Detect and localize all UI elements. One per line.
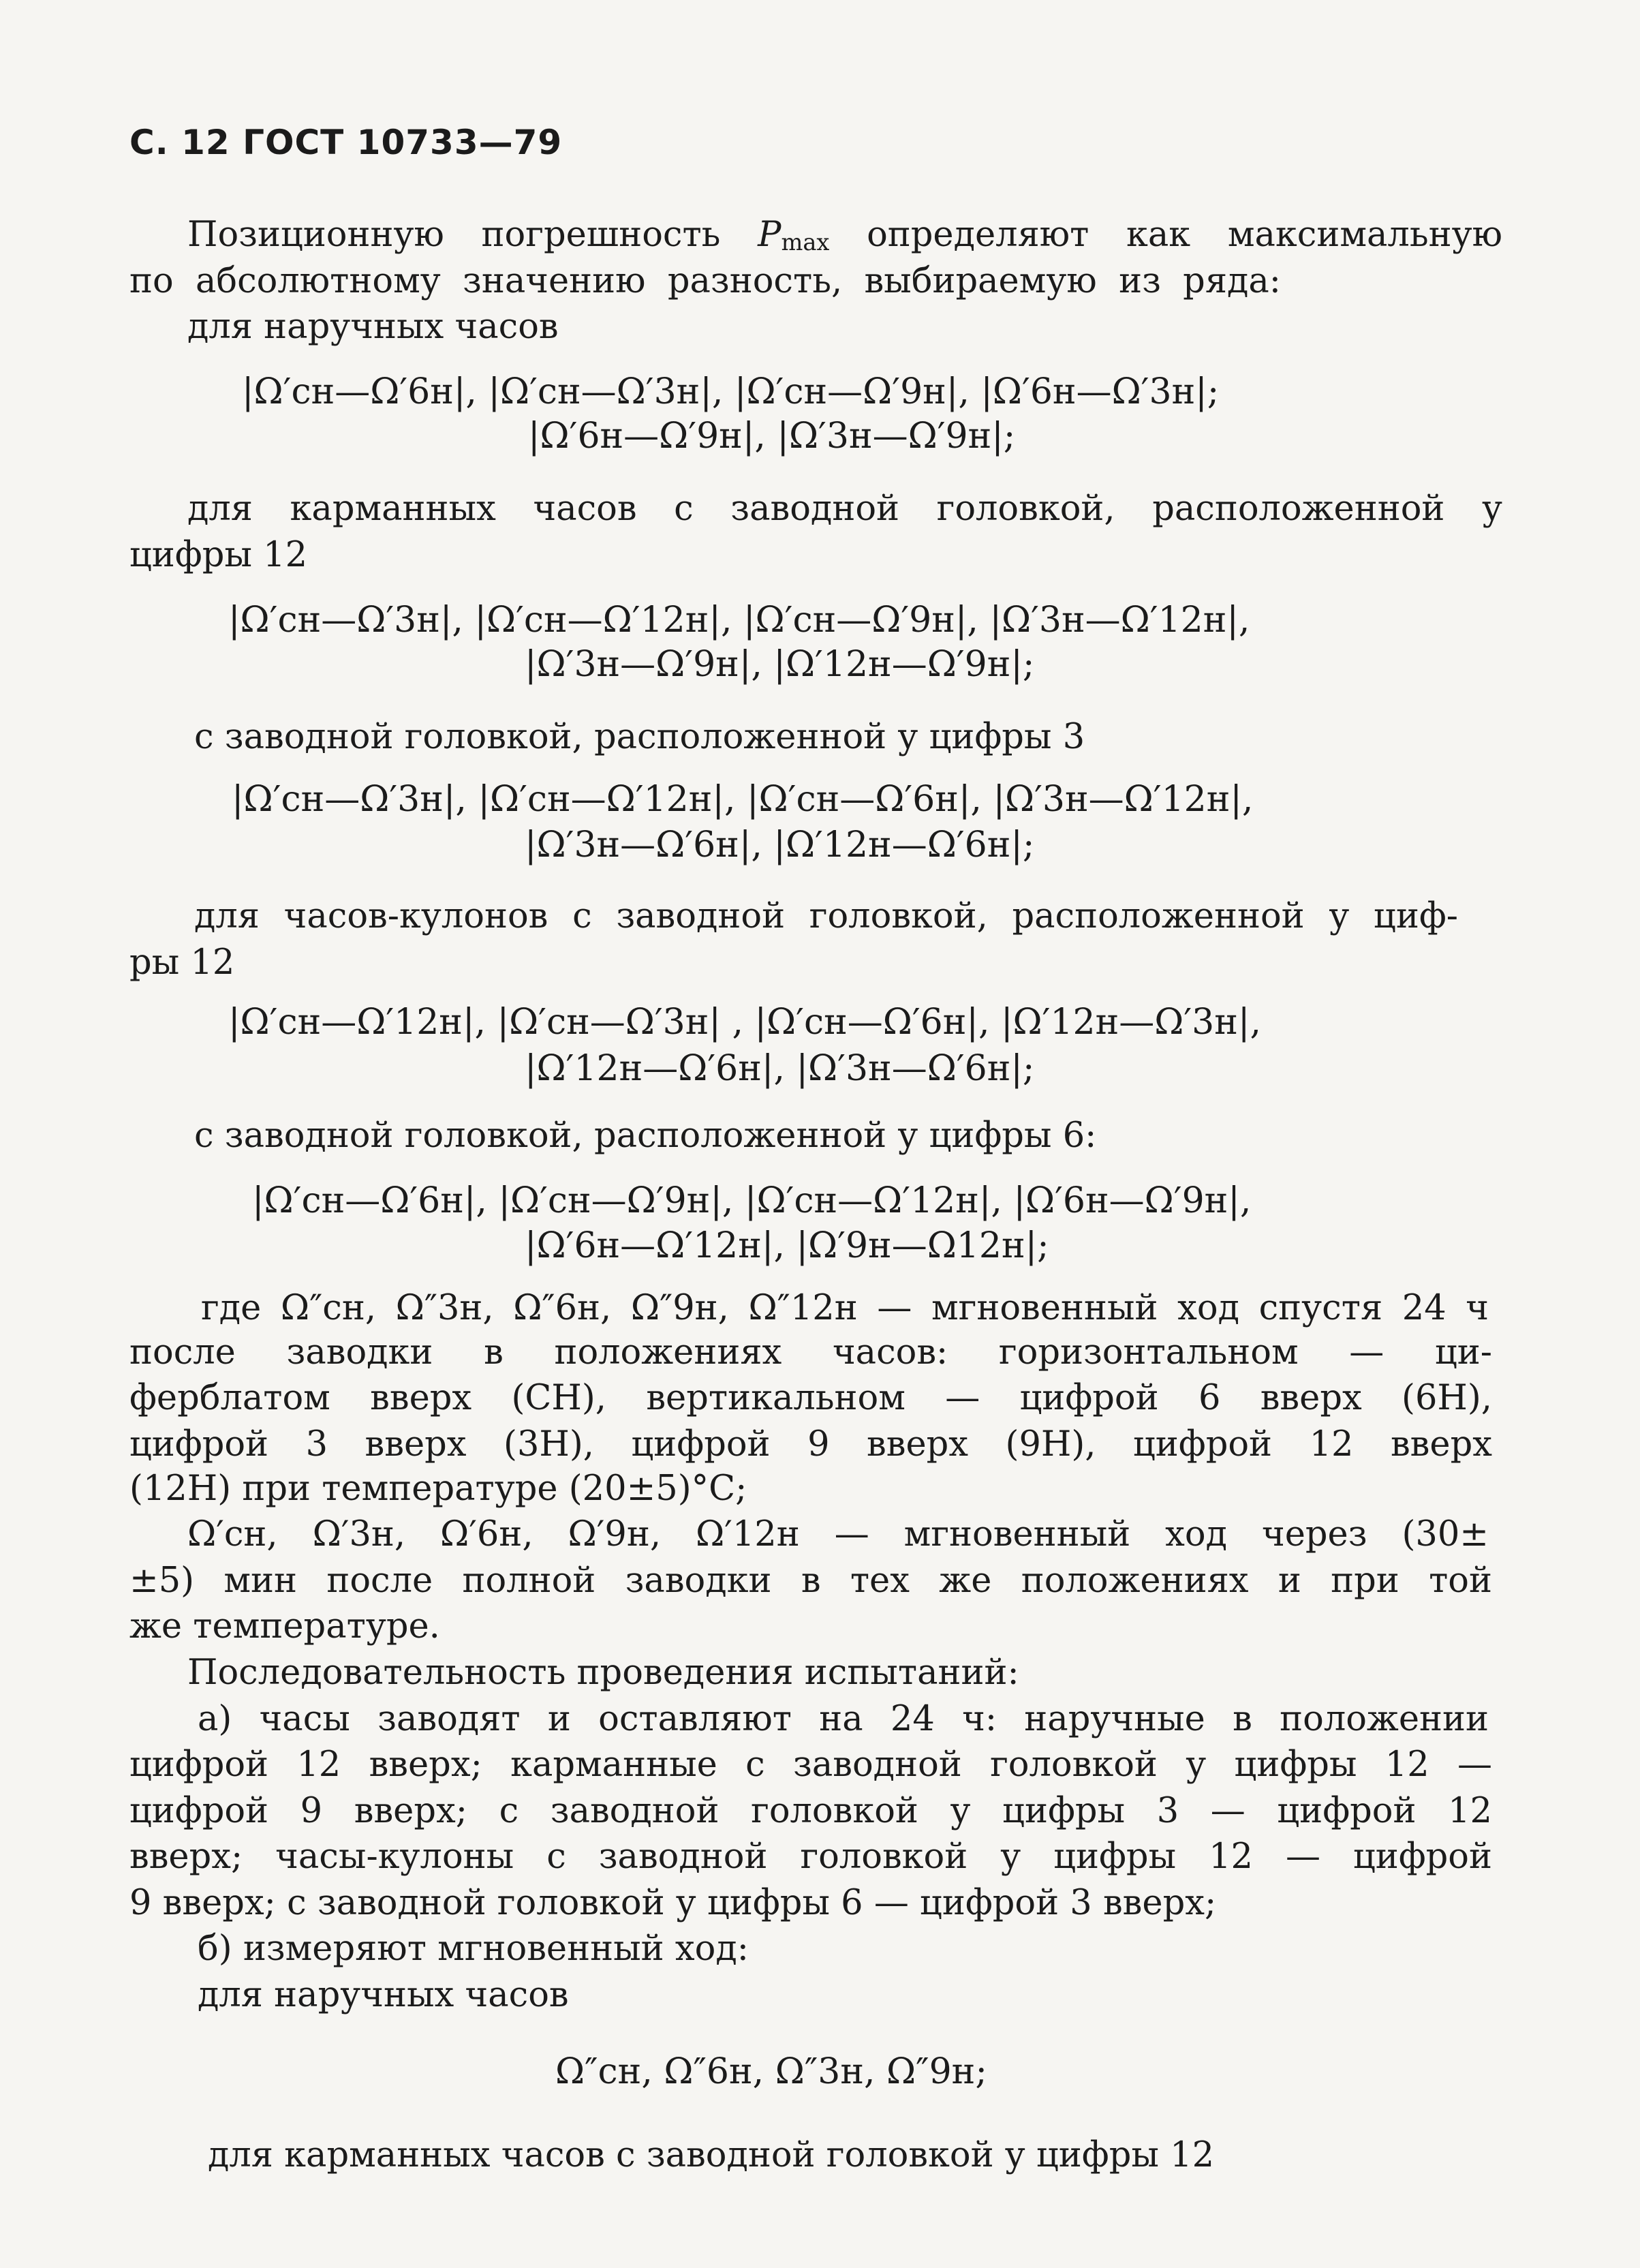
formula-line: |Ω′сн—Ω′12н|, |Ω′сн—Ω′3н| , |Ω′сн—Ω′6н|, |Ω′12н—Ω′3н|, <box>228 1002 1261 1043</box>
paragraph-line: а) часы заводят и оставляют на 24 ч: наручные в положении <box>198 1699 1489 1739</box>
paragraph-line: для карманных часов с заводной головкой, расположенной у <box>187 489 1502 529</box>
paragraph-line: цифрой 3 вверх (3Н), цифрой 9 вверх (9Н), цифрой 12 вверх <box>129 1424 1492 1465</box>
paragraph-line: Ω′сн, Ω′3н, Ω′6н, Ω′9н, Ω′12н — мгновенный ход через (30± <box>187 1514 1489 1554</box>
paragraph-line: с заводной головкой, расположенной у цифры 6: <box>194 1116 1097 1156</box>
paragraph-line: вверх; часы-кулоны с заводной головкой у цифры 12 — цифрой <box>129 1837 1492 1877</box>
paragraph-line: цифрой 12 вверх; карманные с заводной головкой у цифры 12 — <box>129 1745 1492 1785</box>
paragraph-line: ±5) мин после полной заводки в тех же положениях и при той <box>129 1561 1492 1601</box>
paragraph-line: б) измеряют мгновенный ход: <box>198 1929 749 1969</box>
paragraph-line: ферблатом вверх (СН), вертикальном — цифрой 6 вверх (6Н), <box>129 1378 1492 1418</box>
paragraph-line: с заводной головкой, расположенной у цифры 3 <box>194 717 1085 757</box>
paragraph-line: для карманных часов с заводной головкой у цифры 12 <box>208 2135 1215 2175</box>
page-header: С. 12 ГОСТ 10733—79 <box>129 123 563 162</box>
paragraph-line: для наручных часов <box>187 307 559 347</box>
formula-line: |Ω′12н—Ω′6н|, |Ω′3н—Ω′6н|; <box>525 1048 1035 1089</box>
formula-line: |Ω′3н—Ω′6н|, |Ω′12н—Ω′6н|; <box>525 825 1035 865</box>
paragraph-line: Последовательность проведения испытаний: <box>187 1653 1019 1693</box>
paragraph-line: цифры 12 <box>129 535 308 575</box>
paragraph-line: же температуре. <box>129 1606 440 1646</box>
formula-line: Ω″сн, Ω″6н, Ω″3н, Ω″9н; <box>555 2051 987 2092</box>
formula-line: |Ω′3н—Ω′9н|, |Ω′12н—Ω′9н|; <box>525 644 1035 685</box>
formula-line: |Ω′сн—Ω′6н|, |Ω′сн—Ω′3н|, |Ω′сн—Ω′9н|, |Ω′6н—Ω′3н|; <box>242 371 1220 412</box>
paragraph-line: где Ω″сн, Ω″3н, Ω″6н, Ω″9н, Ω″12н — мгновенный ход спустя 24 ч <box>201 1288 1489 1328</box>
paragraph-line: ры 12 <box>129 943 235 983</box>
paragraph-line: 9 вверх; с заводной головкой у цифры 6 — цифрой 3 вверх; <box>129 1883 1217 1923</box>
paragraph-line: цифрой 9 вверх; с заводной головкой у цифры 3 — цифрой 12 <box>129 1791 1492 1831</box>
paragraph-line: для часов-кулонов с заводной головкой, расположенной у циф- <box>194 896 1458 936</box>
paragraph-line: для наручных часов <box>198 1975 569 2015</box>
paragraph-line: после заводки в положениях часов: горизонтальном — ци- <box>129 1332 1492 1373</box>
formula-line: |Ω′сн—Ω′3н|, |Ω′сн—Ω′12н|, |Ω′сн—Ω′6н|, |Ω′3н—Ω′12н|, <box>232 779 1254 820</box>
formula-line: |Ω′сн—Ω′3н|, |Ω′сн—Ω′12н|, |Ω′сн—Ω′9н|, |Ω′3н—Ω′12н|, <box>228 600 1250 641</box>
paragraph-line: по абсолютному значению разность, выбираемую из ряда: <box>129 261 1281 301</box>
formula-line: |Ω′6н—Ω′12н|, |Ω′9н—Ω12н|; <box>525 1225 1049 1266</box>
formula-line: |Ω′6н—Ω′9н|, |Ω′3н—Ω′9н|; <box>528 416 1016 457</box>
paragraph-line: Позиционную погрешность Pmax определяют как максимальную <box>187 215 1502 256</box>
formula-line: |Ω′сн—Ω′6н|, |Ω′сн—Ω′9н|, |Ω′сн—Ω′12н|, |Ω′6н—Ω′9н|, <box>252 1180 1252 1221</box>
paragraph-line: (12Н) при температуре (20±5)°С; <box>129 1469 747 1509</box>
